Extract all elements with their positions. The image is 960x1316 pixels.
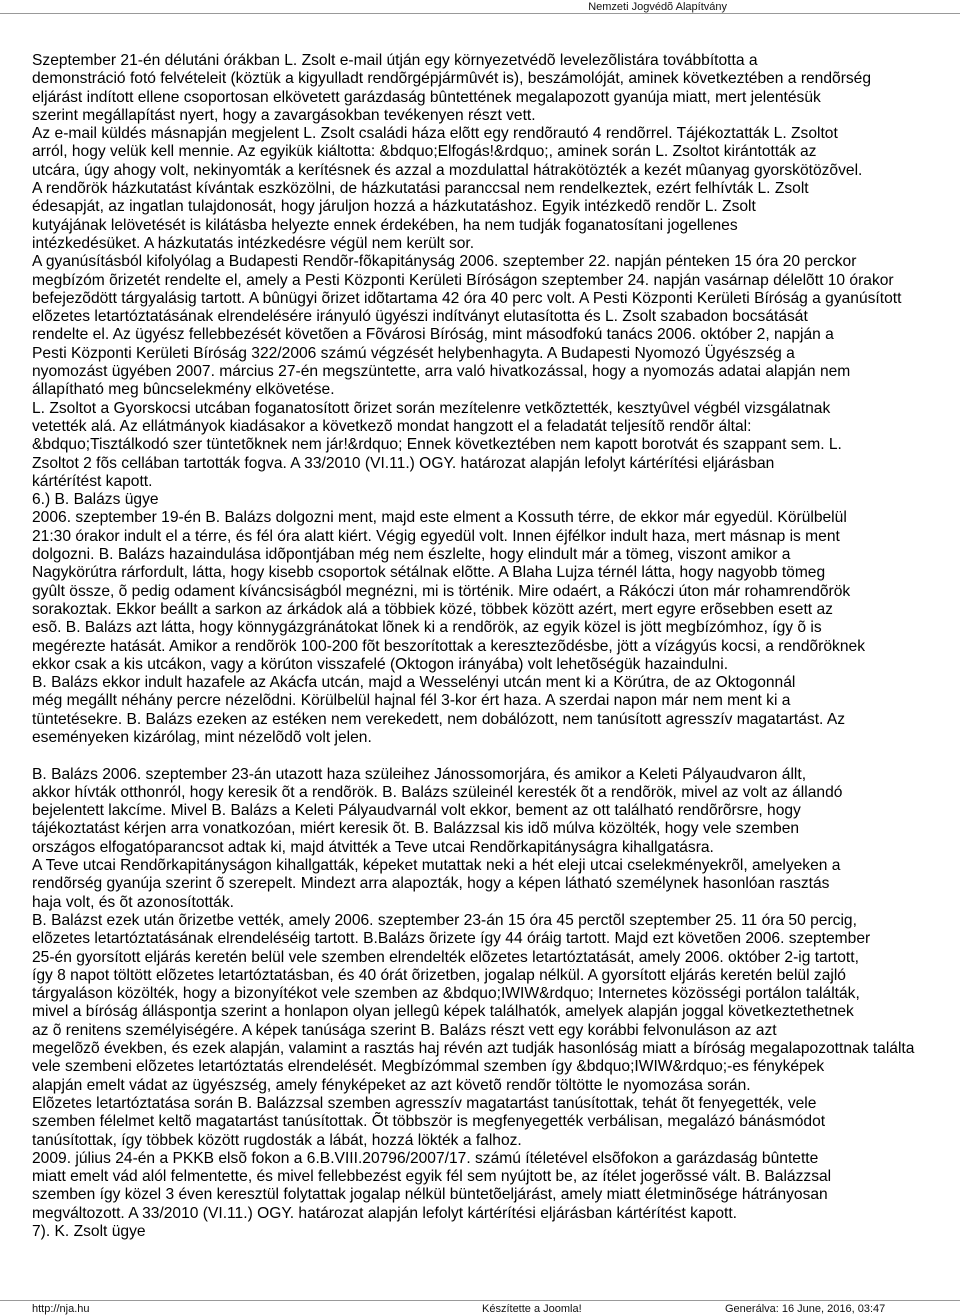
text-line: tájékoztatást kérjen arra vonatkozóan, miért keresik õt. B. Balázzsal kis idõ múlva közölték, hogy vele szemben bbox=[32, 820, 800, 838]
blank-line bbox=[32, 747, 952, 765]
text-line: megérezte hatását. Amikor a rendõrök 100-200 fõt beszorítottak a keresztezõdésbe, jött a vízágyús kocsi, a rendõröknek bbox=[32, 637, 865, 655]
text-line: gyûlt össze, õ pedig odament kíváncsiságból megnézni, mi is történik. Mire odaért, a Rákóczi úton már rohamrendõrök bbox=[32, 582, 851, 600]
text-line: kutyájának lelövetését is kilátásba helyezte ennek érdekében, ha nem tudják foganatosítani jogellenes bbox=[32, 216, 738, 234]
text-line: A rendõrök házkutatást kívántak eszközölni, de házkutatási paranccsal nem rendelkeztek, ezért felhívták L. Zsolt bbox=[32, 180, 809, 198]
site-name: Nemzeti Jogvédõ Alapítvány bbox=[588, 1, 727, 13]
text-line: sorakoztak. Ekkor beállt a sarkon az árkádok alá a többiek közé, többek között azért, mert egyre erõsebben esett az bbox=[32, 600, 833, 618]
text-line: szerint megállapítást nyert, hogy a zavargásokban tevékenyen részt vett. bbox=[32, 106, 536, 124]
footer-generated-date: Generálva: 16 June, 2016, 03:47 bbox=[725, 1303, 886, 1315]
text-line: 21:30 órakor indult el a térre, és fél óra alatt kiért. Végig egyedül volt. Innen éjfélkor indult haza, mert másnap is ment bbox=[32, 527, 840, 545]
text-line: szemben így közel 3 éven keresztül folytattak jogalap nélkül büntetõeljárást, amely miatt életminõsége hátrányosan bbox=[32, 1186, 828, 1204]
text-line: országos elfogatóparancsot adtak ki, majd átvitték a Teve utcai Rendõrkapitányságra kihallgatásra. bbox=[32, 838, 714, 856]
text-line: szemben félelmet keltõ magatartást tanúsítottak. Õt többször is megfenyegették verbálisan, megalázó bánásmódot bbox=[32, 1113, 826, 1131]
text-line: állapítható meg bûncselekmény elkövetése. bbox=[32, 381, 335, 399]
text-line: így 8 napot töltött elõzetes letartóztatásban, és 40 órát õrizetben, jogalap nélkül. A gyorsított eljárás keretén belül zajló bbox=[32, 966, 846, 984]
text-line: rendelte el. Az ügyész fellebbezését követõen a Fõvárosi Bíróság, mint másodfokú tanács 2006. október 2, napján a bbox=[32, 326, 834, 344]
text-line: vetették alá. Az ellátmányok kiadásakor a következõ mondat hangzott el a feladatát teljesítõ rendõr által: bbox=[32, 417, 752, 435]
text-line: 2009. július 24-én a PKKB elsõ fokon a 6.B.VIII.20796/2007/17. számú ítéletével elsõfokon a garázdaság bûntette bbox=[32, 1149, 819, 1167]
text-line: Az e-mail küldés másnapján megjelent L. Zsolt családi háza elõtt egy rendõrautó 4 rendõrrel. Tájékoztatták L. Zsoltot bbox=[32, 125, 838, 143]
text-line: A Teve utcai Rendõrkapitányságon kihallgatták, képeket mutattak neki a hét eleji utcai cselekményekrõl, amelyeken a bbox=[32, 857, 841, 875]
text-line: 25-én gyorsított eljárás keretén belül vele szemben elrendelték elõzetes letartóztatását, amely 2006. október 2-ig tartott, bbox=[32, 948, 859, 966]
text-line: kártérítést kapott. bbox=[32, 472, 153, 490]
text-line: &bdquo;Tisztálkodó szer tüntetõknek nem jár!&rdquo; Ennek következtében nem kapott borotvát és szappant sem. L. bbox=[32, 436, 842, 454]
text-line: Elõzetes letartóztatása során B. Balázzsal szemben agresszív magatartást tanúsítottak, tehát õt fenyegették, vele bbox=[32, 1094, 817, 1112]
header-divider bbox=[0, 13, 960, 14]
text-line: 2006. szeptember 19-én B. Balázs dolgozni ment, majd este elment a Kossuth térre, de ekkor már egyedül. Körülbelül bbox=[32, 509, 847, 527]
text-line: Pesti Központi Kerületi Bíróság 322/2006 számú végzését helybenhagyta. A Budapesti Nyomozó Ügyészség a bbox=[32, 344, 795, 362]
text-line: 6.) B. Balázs ügye bbox=[32, 491, 159, 509]
text-line: demonstráció fotó felvételeit (köztük a kigyulladt rendõrgépjármûvét is), beszámolóját, aminek következtében a rendõrség bbox=[32, 70, 872, 88]
text-line: Nagykörútra rárfordult, látta, hogy kisebb csoportok sétálnak elõtte. A Blaha Lujza térnél látta, hogy nagyobb tömeg bbox=[32, 564, 826, 582]
footer-divider bbox=[0, 1300, 960, 1301]
text-line: intézkedésüket. A házkutatás intézkedésre végül nem került sor. bbox=[32, 234, 475, 252]
text-line: B. Balázst ezek után õrizetbe vették, amely 2006. szeptember 23-án 15 óra 45 perctõl szeptember 25. 11 óra 50 percig, bbox=[32, 911, 857, 929]
footer-url-link[interactable]: http://nja.hu bbox=[32, 1303, 90, 1315]
footer-made-with: Készítette a Joomla! bbox=[482, 1303, 582, 1315]
text-line: rendõrség gyanúja szerint õ szerepelt. Mindezt arra alapozták, hogy a képen látható személynek hasonlóan rasztás bbox=[32, 875, 830, 893]
text-line: B. Balázs ekkor indult hazafele az Akácfa utcán, majd a Wesselényi utcán ment ki a Körútra, de az Oktogonnál bbox=[32, 674, 796, 692]
text-line: arról, hogy velük kell mennie. Az egyikük kiáltotta: &bdquo;Elfogás!&rdquo;, aminek során L. Zsoltot kirántották az bbox=[32, 143, 817, 161]
text-line: megelõzõ években, és ezek alapján, valamint a rasztás haj révén azt tudják hasonlóság miatt a bíróság megalapozottnak találta bbox=[32, 1040, 915, 1058]
text-line: megbízóm õrizetét rendelte el, amely a Pesti Központi Kerületi Bíróságon szeptember 24. napján vasárnap délelõtt 10 órakor bbox=[32, 271, 894, 289]
text-line: befejezõdött tárgyalásig tartott. A bûnügyi õrizet idõtartama 42 óra 40 perc volt. A Pesti Központi Kerületi Bíróság a gyanúsított bbox=[32, 289, 902, 307]
text-line: L. Zsoltot a Gyorskocsi utcában foganatosított õrizet során mezítelenre vetkõztették, kesztyûvel végbél vizsgálatnak bbox=[32, 399, 831, 417]
text-line: az õ renitens személyiségére. A képek tanúsága szerint B. Balázs részt vett egy korábbi felvonuláson az azt bbox=[32, 1021, 777, 1039]
text-line: B. Balázs 2006. szeptember 23-án utazott haza szüleihez Jánossomorjára, és amikor a Keleti Pályaudvaron állt, bbox=[32, 765, 807, 783]
text-line: eljárást indított ellene csoportosan elkövetett garázdaság bûntettének megalapozott gyanúja miatt, mert jelentésük bbox=[32, 88, 821, 106]
text-line: haja volt, és õt azonosították. bbox=[32, 893, 234, 911]
text-line: nyomozást ügyében 2007. március 27-én megszüntette, arra való hivatkozással, hogy a nyomozás adatai alapján nem bbox=[32, 363, 851, 381]
text-line: 7). K. Zsolt ügye bbox=[32, 1223, 146, 1240]
text-line: még megállt néhány percre nézelõdni. Körülbelül hajnal fél 3-kor ért haza. A szerdai napon már nem ment ki a bbox=[32, 692, 791, 710]
text-line: megváltozott. A 33/2010 (VI.11.) OGY. határozat alapján lefolyt kártérítési eljárásban kártérítést kapott. bbox=[32, 1204, 737, 1222]
text-line: mivel a bíróság álláspontja szerint a honlapon olyan jellegû képek találhatók, amelyek alapján joggal következtethetnek bbox=[32, 1003, 854, 1021]
text-line: bejelentett lakcíme. Mivel B. Balázs a Keleti Pályaudvarnál volt ekkor, bement az ott található rendõrõrsre, hogy bbox=[32, 802, 801, 820]
text-line: Szeptember 21-én délutáni órákban L. Zsolt e-mail útján egy környezetvédõ levelezõlistára továbbította a bbox=[32, 52, 758, 69]
text-line: miatt emelt vád alól felmentette, és mivel fellebbezést egyik fél sem nyújtott be, az ítélet jogerõssé vált. B. Balázzsal bbox=[32, 1168, 832, 1186]
text-line: esõ. B. Balázs azt látta, hogy könnygázgránátokat lõnek ki a rendõrök, az egyik közel is jött megbízómhoz, így õ is bbox=[32, 619, 822, 637]
page-header bbox=[0, 0, 960, 14]
text-line: akkor hívták otthonról, hogy keresik õt a rendõrök. B. Balázs szüleinél keresték õt a rendõrök, mivel az volt az állandó bbox=[32, 783, 843, 801]
text-line: dolgozni. B. Balázs hazaindulása idõpontjában még nem észlelte, hogy elindult már a tömeg, viszont amikor a bbox=[32, 546, 791, 564]
text-line: ekkor csak a kis utcákon, vagy a körúton visszafelé (Oktogon irányába) volt lehetõségük hazaindulni. bbox=[32, 655, 729, 673]
text-line: eseményeken kizárólag, mint nézelõdõ volt jelen. bbox=[32, 728, 372, 746]
document-body bbox=[32, 52, 952, 1241]
text-line: alapján emelt vádat az ügyészség, amely fényképeket az azt követõ rendõr töltötte le nyomozása során. bbox=[32, 1076, 751, 1094]
text-line: tüntetésekre. B. Balázs ezeken az estéken nem verekedett, nem dobálózott, nem tanúsított agresszív magatartást. Az bbox=[32, 710, 846, 728]
text-line: A gyanúsításból kifolyólag a Budapesti Rendõr-fõkapitányság 2006. szeptember 22. napján pénteken 15 óra 20 perckor bbox=[32, 253, 857, 271]
text-line: tanúsítottak, így többek között rugdosták a lábát, hozzá lökték a falhoz. bbox=[32, 1131, 522, 1149]
text-line: elõzetes letartóztatásának elrendelésére irányuló ügyészi indítványt elutasította és L. Zsolt szabadon bocsátását bbox=[32, 308, 808, 326]
page-footer bbox=[0, 1300, 960, 1316]
text-line: elõzetes letartóztatásának elrendeléséig tartott. B.Balázs õrizete így 44 óráig tartott. Majd ezt követõen 2006. szeptember bbox=[32, 930, 871, 948]
text-line: utcára, úgy ahogy volt, nekinyomták a kerítésnek és azzal a mozdulattal hátrakötözték a kezét mûanyag gyorskötözõvel. bbox=[32, 161, 863, 179]
text-line: édesapját, az ingatlan tulajdonosát, hogy járuljon hozzá a házkutatáshoz. Egyik intézkedõ rendõr L. Zsolt bbox=[32, 198, 756, 216]
text-line: vele szembeni elõzetes letartóztatás elrendelését. Megbízómmal szemben így &bdquo;IWIW&rdquo;-es fényképek bbox=[32, 1058, 825, 1076]
text-line: tárgyaláson közölték, hogy a bizonyítékot vele szemben az &bdquo;IWIW&rdquo; Internetes közösségi portálon találták, bbox=[32, 985, 860, 1003]
text-line: Zsoltot 2 fõs cellában tartották fogva. A 33/2010 (VI.11.) OGY. határozat alapján lefolyt kártérítési eljárásban bbox=[32, 454, 775, 472]
